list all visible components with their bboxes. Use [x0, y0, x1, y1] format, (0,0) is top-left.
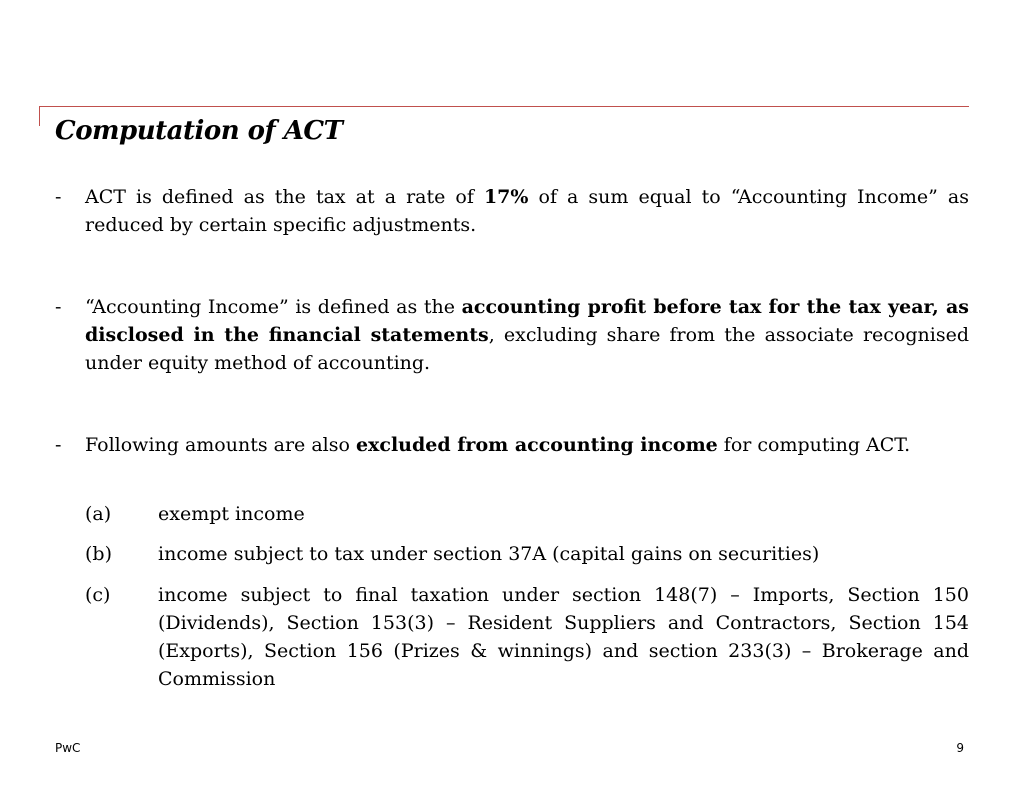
list-item-label: (a) — [85, 503, 112, 525]
bullet-exclusions — [55, 431, 969, 459]
bullet-marker: - — [55, 434, 62, 456]
bullet-text: “Accounting Income” is defined as the accounting profit before tax for the tax year, as disclosed in the financial statements, excluding share from the associate recognised under equity method of accounting. — [85, 296, 969, 374]
footer-brand: PwC — [55, 741, 81, 755]
list-item-text: income subject to final taxation under section 148(7) – Imports, Section 150 (Dividends), Section 153(3) – Resident Suppliers and Contractors, Section 154 (Exports), Section 156 (Prizes & winnings) and section 233(3) – Brokerage and Commission — [158, 584, 969, 690]
page-number: 9 — [956, 741, 964, 755]
bullet-accounting-income — [55, 293, 969, 377]
list-item — [85, 500, 969, 528]
title-rule — [39, 106, 969, 107]
list-item-label: (c) — [85, 584, 111, 606]
bullet-text: Following amounts are also excluded from accounting income for computing ACT. — [85, 434, 911, 456]
bullet-text: ACT is defined as the tax at a rate of 17% of a sum equal to “Accounting Income” as reduced by certain specific adjustments. — [85, 186, 969, 236]
bullet-marker: - — [55, 296, 62, 318]
list-item-text: income subject to tax under section 37A (capital gains on securities) — [158, 543, 820, 565]
bullet-act-definition — [55, 183, 969, 239]
title-rule-tick — [39, 106, 40, 126]
list-item — [85, 581, 969, 693]
list-item — [85, 540, 969, 568]
list-item-text: exempt income — [158, 503, 305, 525]
list-item-label: (b) — [85, 543, 112, 565]
slide-title: Computation of ACT — [55, 116, 343, 146]
bullet-marker: - — [55, 186, 62, 208]
